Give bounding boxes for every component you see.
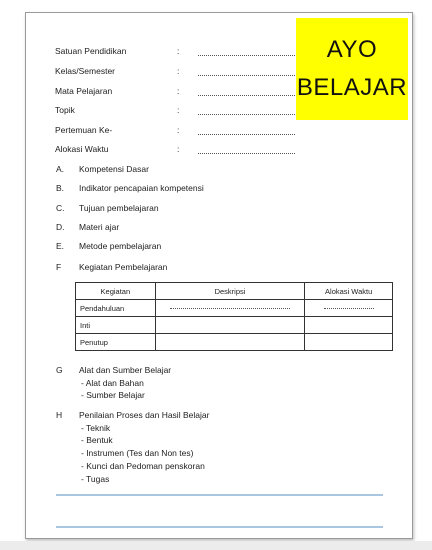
field-alokasi-waktu xyxy=(55,144,355,158)
list-item: - Alat dan Bahan xyxy=(81,378,144,388)
list-item: - Tugas xyxy=(81,474,110,484)
section-letter: H xyxy=(56,410,63,420)
field-colon: : xyxy=(177,144,180,154)
section-title: Alat dan Sumber Belajar xyxy=(79,365,172,375)
list-item: - Bentuk xyxy=(81,435,113,445)
table-row xyxy=(76,300,393,317)
section-letter: F xyxy=(56,262,62,272)
table-cell-alokasi xyxy=(305,317,393,334)
section-title: Kegiatan Pembelajaran xyxy=(79,262,168,272)
table-cell-kegiatan: Pendahuluan xyxy=(76,300,156,317)
kegiatan-table xyxy=(75,282,393,351)
field-kelas-semester xyxy=(55,66,355,80)
list-item: - Teknik xyxy=(81,423,111,433)
field-fill-line xyxy=(198,55,295,56)
table-cell-deskripsi xyxy=(155,300,305,317)
field-fill-line xyxy=(198,95,295,96)
section-title: Metode pembelajaran xyxy=(79,241,162,251)
table-header-row xyxy=(76,283,393,300)
list-item: - Kunci dan Pedoman penskoran xyxy=(81,461,205,471)
section-title: Penilaian Proses dan Hasil Belajar xyxy=(79,410,210,420)
divider-line xyxy=(56,526,383,528)
table-cell-kegiatan: Penutup xyxy=(76,334,156,351)
bottom-strip xyxy=(0,541,432,550)
divider-line xyxy=(56,494,383,496)
field-fill-line xyxy=(198,134,295,135)
field-colon: : xyxy=(177,105,180,115)
field-colon: : xyxy=(177,46,180,56)
table-cell-alokasi xyxy=(305,300,393,317)
field-fill-line xyxy=(198,153,295,154)
table-cell-alokasi xyxy=(305,334,393,351)
field-mata-pelajaran xyxy=(55,86,355,100)
table-header-cell: Kegiatan xyxy=(76,283,156,300)
field-colon: : xyxy=(177,125,180,135)
field-label: Kelas/Semester xyxy=(55,66,115,76)
fill-line xyxy=(324,308,374,309)
section-letter: E. xyxy=(56,241,65,251)
section-title: Indikator pencapaian kompetensi xyxy=(79,183,204,193)
section-letter: D. xyxy=(56,222,65,232)
table-row xyxy=(76,317,393,334)
field-colon: : xyxy=(177,66,180,76)
list-item: - Sumber Belajar xyxy=(81,390,145,400)
section-letter: A. xyxy=(56,164,65,174)
list-item: - Instrumen (Tes dan Non tes) xyxy=(81,448,194,458)
field-label: Topik xyxy=(55,105,75,115)
field-satuan-pendidikan xyxy=(55,46,355,60)
badge-line-1: AYO xyxy=(326,36,378,63)
field-pertemuan-ke xyxy=(55,125,355,139)
field-fill-line xyxy=(198,75,295,76)
section-letter: B. xyxy=(56,183,65,193)
fill-line xyxy=(170,308,290,309)
section-title: Tujuan pembelajaran xyxy=(79,203,159,213)
table-header-cell: Alokasi Waktu xyxy=(305,283,393,300)
table-cell-kegiatan: Inti xyxy=(76,317,156,334)
table-row xyxy=(76,334,393,351)
field-label: Alokasi Waktu xyxy=(55,144,109,154)
field-label: Mata Pelajaran xyxy=(55,86,113,96)
field-colon: : xyxy=(177,86,180,96)
badge-line-2: BELAJAR xyxy=(296,74,408,101)
section-title: Materi ajar xyxy=(79,222,120,232)
section-letter: G xyxy=(56,365,63,375)
table-cell-deskripsi xyxy=(155,317,305,334)
field-fill-line xyxy=(198,114,295,115)
table-cell-deskripsi xyxy=(155,334,305,351)
field-label: Pertemuan Ke- xyxy=(55,125,113,135)
field-label: Satuan Pendidikan xyxy=(55,46,127,56)
table-header-cell: Deskripsi xyxy=(155,283,305,300)
field-topik xyxy=(55,105,355,119)
section-letter: C. xyxy=(56,203,65,213)
section-title: Kompetensi Dasar xyxy=(79,164,149,174)
